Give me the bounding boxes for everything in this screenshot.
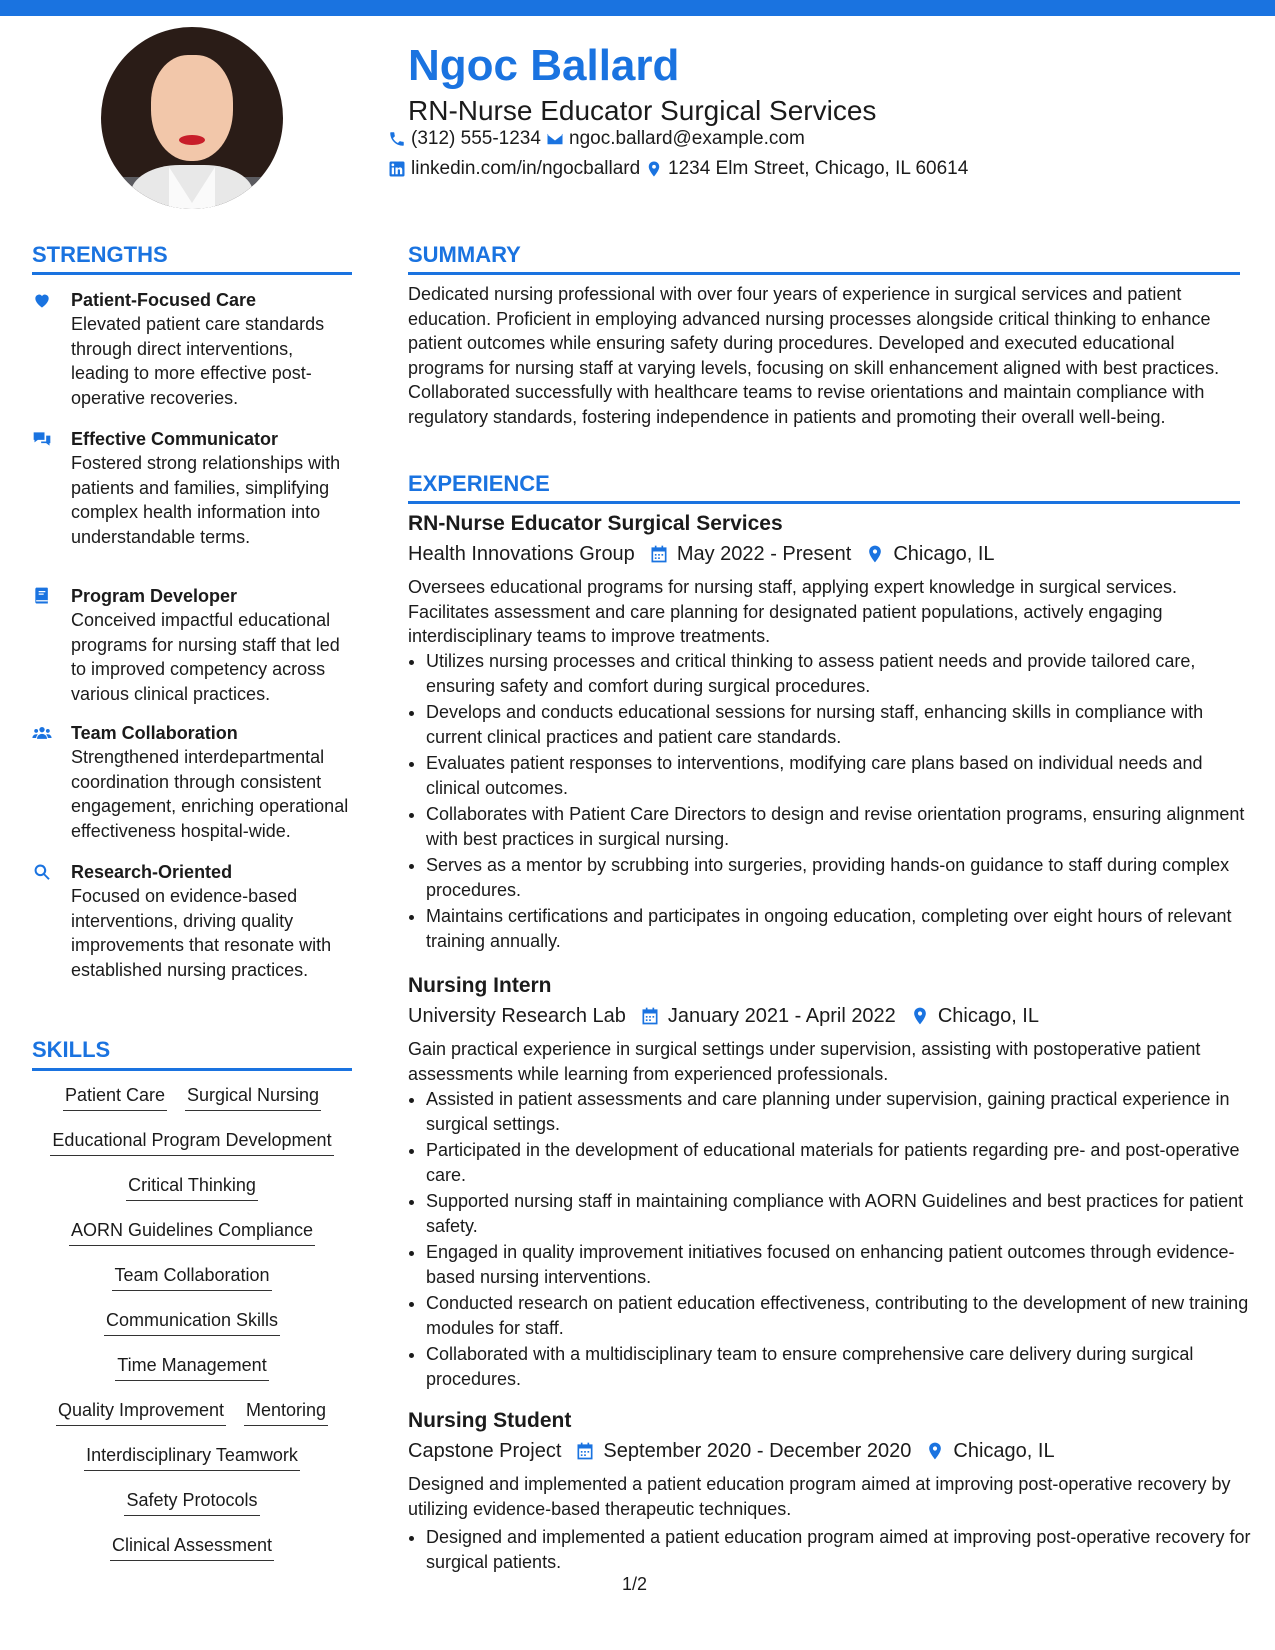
address-text: 1234 Elm Street, Chicago, IL 60614: [668, 158, 969, 179]
skills-row: [32, 1128, 352, 1173]
phone-icon: [388, 130, 406, 148]
strength-desc: Fostered strong relationships with patients and families, simplifying complex health information into understandable terms.: [71, 453, 341, 547]
skills-row: [32, 1173, 352, 1218]
job-company: Capstone Project: [408, 1440, 562, 1462]
strengths-rule: [32, 272, 352, 275]
top-accent-bar: [0, 0, 1275, 16]
strengths-heading: STRENGTHS: [32, 242, 168, 267]
book-icon: [32, 586, 54, 608]
skills-row: [32, 1308, 352, 1353]
skill-tag: AORN Guidelines Compliance: [69, 1218, 315, 1246]
skill-tag: Surgical Nursing: [185, 1083, 321, 1111]
job-bullet: • Supported nursing staff in maintaining compliance with AORN Guidelines and best practices for patient safety.: [426, 1189, 1258, 1238]
strength-title: Team Collaboration: [71, 723, 238, 743]
contact-address: [645, 157, 968, 181]
strength-item: [32, 860, 352, 982]
skill-tag: Clinical Assessment: [110, 1533, 274, 1561]
job-dates: September 2020 - December 2020: [603, 1440, 912, 1462]
skills-row: [32, 1263, 352, 1308]
job-bullet: • Evaluates patient responses to interventions, modifying care plans based on individual needs and clinical outcomes.: [426, 751, 1258, 800]
job-bullet: • Designed and implemented a patient education program aimed at improving post-operative recovery for surgical patients.: [426, 1525, 1258, 1574]
job-summary: Designed and implemented a patient education program aimed at improving post-operative recovery by utilizing evidence-based therapeutic techniques.: [408, 1474, 1231, 1519]
experience-rule: [408, 501, 1240, 504]
strength-title: Effective Communicator: [71, 429, 279, 449]
job-location: Chicago, IL: [937, 1005, 1039, 1027]
skill-tag: Quality Improvement: [56, 1398, 226, 1426]
skills-row: [32, 1218, 352, 1263]
strength-desc: Focused on evidence-based interventions, driving quality improvements that resonate with established nursing practices.: [71, 886, 332, 980]
skill-tag: Communication Skills: [104, 1308, 280, 1336]
email-text[interactable]: ngoc.ballard@example.com: [569, 128, 805, 149]
strength-item: [32, 721, 352, 843]
job-bullet: • Participated in the development of educational materials for patients regarding pre- and post-operative care.: [426, 1138, 1258, 1187]
job-dates: January 2021 - April 2022: [667, 1005, 896, 1027]
skill-tag: Team Collaboration: [112, 1263, 271, 1291]
strength-item: [32, 584, 352, 706]
profile-photo: [101, 27, 283, 209]
experience-heading: EXPERIENCE: [408, 471, 550, 496]
job-location: Chicago, IL: [893, 543, 995, 565]
job-bullet: • Assisted in patient assessments and care planning under supervision, gaining practical experience in surgical settings.: [426, 1087, 1258, 1136]
skills-list: [32, 1083, 352, 1578]
skill-tag: Educational Program Development: [50, 1128, 333, 1156]
job-bullets: [408, 1087, 1258, 1393]
calendar-icon: [640, 1006, 660, 1026]
skill-tag: Mentoring: [244, 1398, 328, 1426]
skill-tag: Patient Care: [63, 1083, 167, 1111]
contact-linkedin: [388, 157, 640, 181]
skills-row: [32, 1488, 352, 1533]
strength-desc: Strengthened interdepartmental coordination through consistent engagement, enriching operational effectiveness hospital-wide.: [71, 747, 349, 841]
job-bullet: • Utilizes nursing processes and critical thinking to assess patient needs and provide tailored care, ensuring safety and comfort during surgical procedures.: [426, 649, 1258, 698]
job-company: University Research Lab: [408, 1005, 626, 1027]
skills-heading: SKILLS: [32, 1037, 111, 1062]
strength-desc: Elevated patient care standards through direct interventions, leading to more effective post-operative recoveries.: [71, 314, 325, 408]
job-dates: May 2022 - Present: [676, 543, 852, 565]
map-marker-icon: [865, 544, 885, 564]
skill-tag: Interdisciplinary Teamwork: [84, 1443, 300, 1471]
strength-item: [32, 288, 352, 410]
job-title: Nursing Student: [408, 1409, 572, 1432]
job-meta: [408, 541, 995, 567]
heart-icon: [32, 290, 54, 312]
job-bullet: • Maintains certifications and participates in ongoing education, completing over eight hours of relevant training annually.: [426, 904, 1258, 953]
job-title: Nursing Intern: [408, 974, 552, 997]
job-bullets: [408, 649, 1258, 955]
phone-text[interactable]: (312) 555-1234: [411, 128, 541, 149]
skills-row: [32, 1443, 352, 1488]
strength-item: [32, 427, 352, 549]
summary-text: Dedicated nursing professional with over four years of experience in surgical services and patient education. Proficient in employing advanced nursing processes alongside critical thinking to enhance patient outcomes while ensuring safety during procedures. Developed and executed educational programs for nursing staff at varying levels, focusing on skill enhancement aligned with best practices. Collaborated successfully with healthcare teams to revise orientations and maintain compliance with regulatory standards, fostering independence in patients and promoting their overall well-being.: [408, 284, 1220, 427]
job-meta: [408, 1003, 1039, 1029]
map-marker-icon: [645, 160, 663, 178]
job-bullet: • Collaborated with a multidisciplinary team to ensure comprehensive care delivery during surgical procedures.: [426, 1342, 1258, 1391]
contact-phone: [388, 127, 541, 151]
map-marker-icon: [925, 1441, 945, 1461]
linkedin-text[interactable]: linkedin.com/in/ngocballard: [411, 158, 641, 179]
skill-tag: Critical Thinking: [126, 1173, 258, 1201]
calendar-icon: [575, 1441, 595, 1461]
job-bullet: • Conducted research on patient education effectiveness, contributing to the development of new training modules for staff.: [426, 1291, 1258, 1340]
job-location: Chicago, IL: [953, 1440, 1055, 1462]
page-number: 1/2: [622, 1574, 648, 1594]
job-title: RN-Nurse Educator Surgical Services: [408, 512, 783, 535]
summary-heading: SUMMARY: [408, 242, 521, 267]
search-icon: [32, 862, 54, 884]
contact-email: [546, 127, 805, 151]
skills-row: [32, 1398, 352, 1443]
job-summary: Oversees educational programs for nursing staff, applying expert knowledge in surgical services. Facilitates assessment and care planning for designated patient populations, actively engaging interdisciplinary teams to improve treatments.: [408, 577, 1178, 646]
users-icon: [32, 723, 54, 745]
comments-icon: [32, 429, 54, 451]
job-bullet: • Collaborates with Patient Care Directors to design and revise orientation programs, ensuring alignment with best practices in surgical nursing.: [426, 802, 1258, 851]
skills-row: [32, 1353, 352, 1398]
envelope-icon: [546, 130, 564, 148]
skills-row: [32, 1533, 352, 1578]
map-marker-icon: [910, 1006, 930, 1026]
skills-rule: [32, 1068, 352, 1071]
candidate-title: RN-Nurse Educator Surgical Services: [408, 95, 877, 126]
job-bullet: • Serves as a mentor by scrubbing into surgeries, providing hands-on guidance to staff during complex procedures.: [426, 853, 1258, 902]
calendar-icon: [649, 544, 669, 564]
linkedin-icon: [388, 160, 406, 178]
job-bullet: • Develops and conducts educational sessions for nursing staff, enhancing skills in compliance with current clinical practices and patient care standards.: [426, 700, 1258, 749]
summary-rule: [408, 272, 1240, 275]
job-company: Health Innovations Group: [408, 543, 635, 565]
skill-tag: Time Management: [115, 1353, 268, 1381]
job-meta: [408, 1438, 1055, 1464]
candidate-name: Ngoc Ballard: [408, 41, 680, 90]
job-bullets: [408, 1525, 1258, 1576]
skill-tag: Safety Protocols: [124, 1488, 259, 1516]
job-bullet: • Engaged in quality improvement initiatives focused on enhancing patient outcomes through evidence-based nursing interventions.: [426, 1240, 1258, 1289]
strength-desc: Conceived impactful educational programs for nursing staff that led to improved competency across various clinical practices.: [71, 610, 340, 704]
job-summary: Gain practical experience in surgical settings under supervision, assisting with postoperative patient assessments while learning from experienced professionals.: [408, 1039, 1201, 1084]
strength-title: Research-Oriented: [71, 862, 233, 882]
strength-title: Program Developer: [71, 586, 238, 606]
skills-row: [32, 1083, 352, 1128]
strength-title: Patient-Focused Care: [71, 290, 257, 310]
